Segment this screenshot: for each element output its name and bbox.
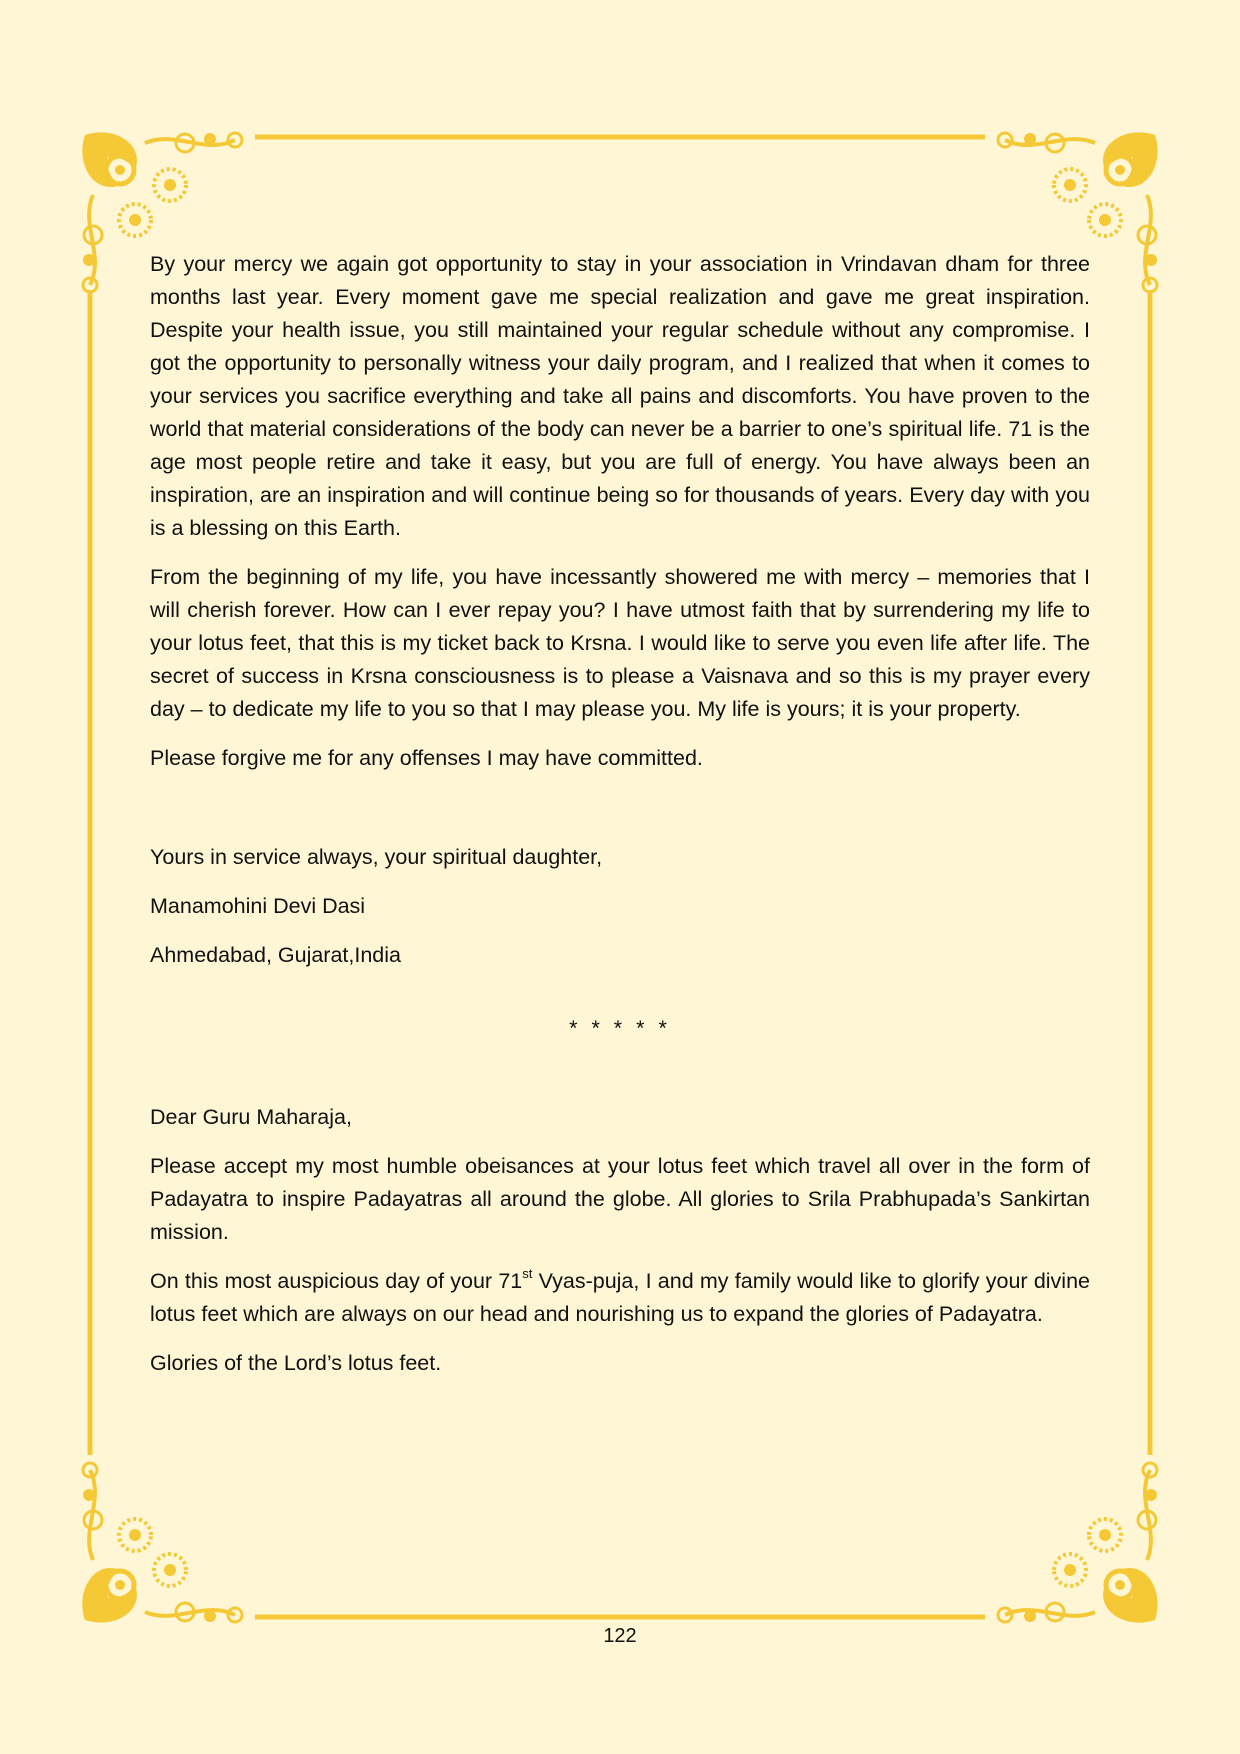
paragraph-text: On this most auspicious day of your 71 — [150, 1269, 523, 1293]
paragraph-text: Vyas-puja, I and my family would like to glorify your divine lotus feet which are always on our head and nourishing us to expand the glories of Padayatra. — [150, 1269, 1090, 1326]
author-name: Manamohini Devi Dasi — [150, 894, 366, 918]
paragraph: By your mercy we again got opportunity to stay in your association in Vrindavan dham for three months last year. Every moment gave me special realization and gave me great inspiration. Despite your health issue, you still maintained your regular schedule without any compromise. I got the opportunity to personally witness your daily program, and I realized that when it comes to your services you sacrifice everything and take all pains and discomforts. You have proven to the world that material considerations of the body can never be a barrier to one’s spiritual life. 71 is the age most people retire and take it easy, but you are full of energy. You have always been an inspiration, are an inspiration and will continue being so for thousands of years. Every day with you is a blessing on this Earth. — [150, 252, 1090, 540]
floral-corner-ornament-icon — [82, 1463, 242, 1623]
paragraph: From the beginning of my life, you have incessantly showered me with mercy – memories that I will cherish forever. How can I ever repay you? I have utmost faith that by surrendering my life to your lotus feet, that this is my ticket back to Krsna. I would like to serve you even life after life. The secret of success in Krsna consciousness is to please a Vaisnava and so this is my prayer every day – to dedicate my life to you so that I may please you. My life is yours; it is your property. — [150, 565, 1090, 721]
floral-corner-ornament-icon — [998, 1463, 1158, 1623]
paragraph: Please accept my most humble obeisances at your lotus feet which travel all over in the form of Padayatra to inspire Padayatras all around the globe. All glories to Srila Prabhupada’s Sankirtan mission. — [150, 1154, 1090, 1244]
ordinal-suffix: st — [522, 1265, 533, 1281]
section-separator: * * * * * — [569, 1016, 671, 1040]
paragraph: Glories of the Lord’s lotus feet. — [150, 1351, 442, 1375]
salutation: Dear Guru Maharaja, — [150, 1105, 352, 1129]
paragraph: Please forgive me for any offenses I may have committed. — [150, 746, 703, 770]
author-location: Ahmedabad, Gujarat,India — [150, 943, 401, 967]
letter-body — [150, 248, 1090, 1396]
page-number: 122 — [603, 1625, 637, 1647]
closing-line: Yours in service always, your spiritual daughter, — [150, 845, 603, 869]
paragraph — [150, 1265, 1090, 1331]
